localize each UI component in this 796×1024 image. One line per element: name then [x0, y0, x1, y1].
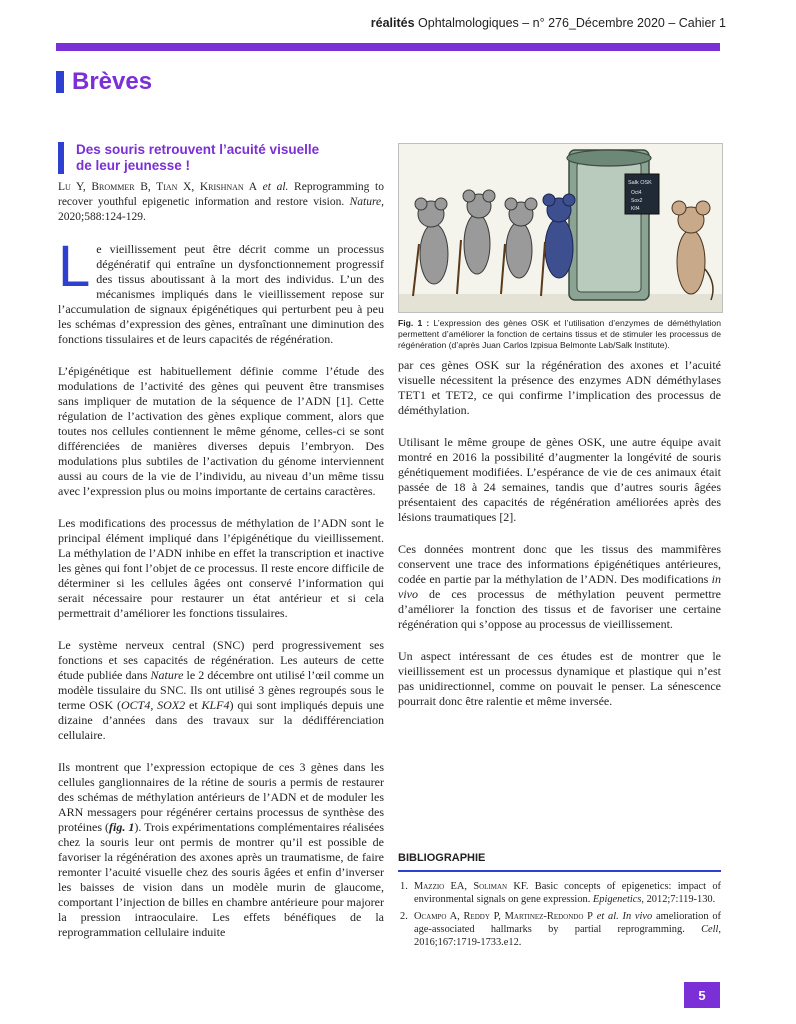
paragraph-3: Les modifications des processus de méthylation de l’ADN sont le principal élément impliqué dans l’épigénétique du vieillissement. La méthylation de l’ADN inhibe en effet la transcription et inactive les gènes qui font l’objet de ce processus. Il reste encore difficile de déterminer si les cellules âgées ont conservé l’information qui serait nécessaire pour restaurer un état antérieur et si cela permettrait d’améliorer les fonctions tissulaires.	[58, 516, 384, 620]
mice-illustration	[399, 144, 722, 312]
caption-label: Fig. 1 :	[398, 318, 430, 328]
bibliography-item	[398, 880, 721, 906]
paragraph-4-part-a: Le système nerveux central (SNC) perd progressivement ses fonctions et ses capacités de régénération. Les auteurs de cette étude publiée dans	[58, 638, 384, 682]
ref-journal: Nature	[349, 196, 382, 208]
paragraph-5-part-a: Ils montrent que l’expression ectopique de ces 3 gènes dans les cellules ganglionnaires de la rétine de souris a permis de restaurer des schémas de méthylation antérieurs de l’ADN et de moduler les ARN messagers pour régénérer certains processus de synthèse des protéines (	[58, 760, 384, 834]
journal-brand: réalités	[370, 16, 415, 30]
ref-authors: Lu Y, Brommer B, Tian X, Krishnan A	[58, 181, 258, 193]
section-title: Brèves	[72, 68, 153, 95]
ref-authors: Ocampo A, Reddy P, Martinez-Redondo P	[414, 911, 593, 922]
right-paragraph-3-part-b: de ces processus de méthylation peuvent permettre d’améliorer la fonction des tissus et de favoriser une certaine régénération qui s’oppose au processus de vieillissement.	[398, 587, 721, 631]
machine-label: Salk OSK	[628, 180, 652, 186]
bibliography-list	[398, 880, 721, 953]
ref-etal: et al.	[592, 911, 619, 922]
paragraph-4-part-b: le 2 décembre ont utilisé l’œil comme un modèle tissulaire du SNC. Ils ont utilisé 3 gènes regroupés sous le terme OSK (	[58, 668, 384, 712]
right-paragraph-2: Utilisant le même groupe de gènes OSK, une autre équipe avait montré en 2016 la possibilité d’augmenter la longévité de souris génétiquement modifiées. L’espérance de vie de ces animaux était passée de 18 à 24 semaines, tandis que d’autres souris âgées présentaient des capacités de régénération améliorées après des lésions traumatiques [2].	[398, 435, 721, 524]
running-header	[371, 16, 726, 30]
figure-reference: fig. 1	[109, 820, 135, 834]
journal-nature: Nature	[150, 668, 184, 682]
caption-text: L’expression des gènes OSK et l’utilisation d’enzymes de déméthylation permettent d’améliorer la fonction de certains tissus et de stimuler les processus de régénération (d’après Juan Carlos Izpisua Belmonte Lab/Salk Institute).	[398, 318, 721, 350]
right-paragraph-3	[398, 542, 721, 632]
right-paragraph-1: par ces gènes OSK sur la régénération des axones et l’acuité visuelle nécessitent la présence des enzymes ADN déméthylases TET1 et TET2, ce qui confirme l’implication des processus de déméthylation.	[398, 358, 721, 417]
gene-label-2: Sox2	[631, 198, 643, 204]
paragraph-2: L’épigénétique est habituellement définie comme l’étude des modulations de l’activité des gènes qui peuvent être transmises sans impliquer de mutation de la séquence de l’ADN [1]. Cette régulation de l’activation des gènes explique comment, alors que toutes nos cellules contiennent le même génome, celles-ci se sont différenciées de manières diverses depuis l’embryon. Des modulations plus subtiles de l’activation du génome interviennent aussi au cours de la vie de l’individu, au niveau d’un même tissu avec l’expression plus ou moins importante de certains caractères.	[58, 364, 384, 498]
paragraph-1-text: e vieillissement peut être décrit comme un processus dégénératif qui entraîne un dysfonctionnement progressif des tissus aboutissant à la mort des individus. L’un des mécanismes impliqués dans le vieillissement repose sur l’accumulation de signaux épigénétiques qui perturbent peu à peu les schémas d’expression des gènes, entraînant une diminution des fonctions tissulaires et de leurs capacités de régénération.	[58, 242, 384, 346]
ref-journal: Cell	[701, 924, 719, 935]
bibliography-title: BIBLIOGRAPHIE	[398, 852, 721, 872]
gene-names: OCT4, SOX2	[120, 698, 186, 712]
left-column	[58, 234, 384, 957]
paragraph-1	[58, 234, 384, 347]
section-marker	[56, 71, 64, 93]
article-title-line-1: Des souris retrouvent l’acuité visuelle	[76, 142, 320, 157]
figure-caption	[398, 318, 721, 351]
article-reference	[58, 180, 384, 225]
ref-title: Basic concepts of epigenetics: impact of environmental signals on gene expression.	[414, 881, 721, 905]
right-column	[398, 358, 721, 726]
drop-cap: L	[58, 234, 91, 299]
page-number: 5	[684, 982, 720, 1008]
ref-in-vivo: In vivo	[618, 911, 653, 922]
ref-title: Reprogramming to recover youthful epigenetic information and restore vision.	[58, 181, 385, 208]
paragraph-5	[58, 760, 384, 940]
ref-number: 1.	[400, 881, 408, 892]
ref-citation: , 2016;167:1719-1733.e12.	[414, 924, 721, 948]
ref-etal: et al.	[262, 181, 289, 193]
ref-title: amelioration of age-associated hallmarks by partial reprogramming.	[414, 911, 721, 935]
journal-issue: Ophtalmologiques – n° 276_Décembre 2020 – Cahier 1	[418, 16, 726, 30]
article-title	[58, 142, 396, 174]
ref-number: 2.	[400, 911, 408, 922]
gene-klf4: KLF4	[201, 698, 230, 712]
paragraph-4-and: et	[185, 698, 202, 712]
ref-year: , 2020;588:124-129.	[58, 196, 384, 223]
ref-citation: , 2012;7:119-130.	[641, 894, 716, 905]
section-heading	[56, 68, 152, 96]
ref-journal: Epigenetics	[592, 894, 642, 905]
paragraph-5-part-b: ). Trois expérimentations complémentaires réalisées chez la souris leur ont permis de montrer qu’il est possible de favoriser la régénération des axones après un traumatisme, de faire remonter l’acuité visuelle chez des souris âgées et enfin d’inverser les baisses de vision dans un modèle murin de glaucome, comportant l’injection de billes en chambre antérieure pour majorer la pression intraoculaire. Les effets bénéfiques de la reprogrammation cellulaire induite	[58, 820, 384, 939]
bibliography-item	[398, 910, 721, 949]
paragraph-4	[58, 638, 384, 743]
right-paragraph-3-part-a: Ces données montrent donc que les tissus des mammifères conservent une trace des informations épigénétiques antérieures, codée en partie par la méthylation de l’ADN. Des modifications	[398, 542, 721, 586]
in-vivo-term: in vivo	[398, 572, 721, 601]
article-title-line-2: de leur jeunesse !	[76, 158, 191, 173]
ref-authors: Mazzio EA, Soliman KF.	[414, 881, 529, 892]
header-rule	[56, 43, 720, 51]
figure-illustration	[398, 143, 723, 313]
right-paragraph-4: Un aspect intéressant de ces études est de montrer que le vieillissement est un processus dynamique et plastique qui n’est pas unidirectionnel, comme on pouvait le penser. La sénescence pourrait donc être ralentie et même inversée.	[398, 649, 721, 708]
gene-label-3: Klf4	[631, 206, 640, 212]
paragraph-4-part-c: ) qui sont impliqués depuis une dizaine d’années dans des travaux sur la dédifférenciation cellulaire.	[58, 698, 384, 742]
gene-label-1: Oct4	[631, 190, 642, 196]
